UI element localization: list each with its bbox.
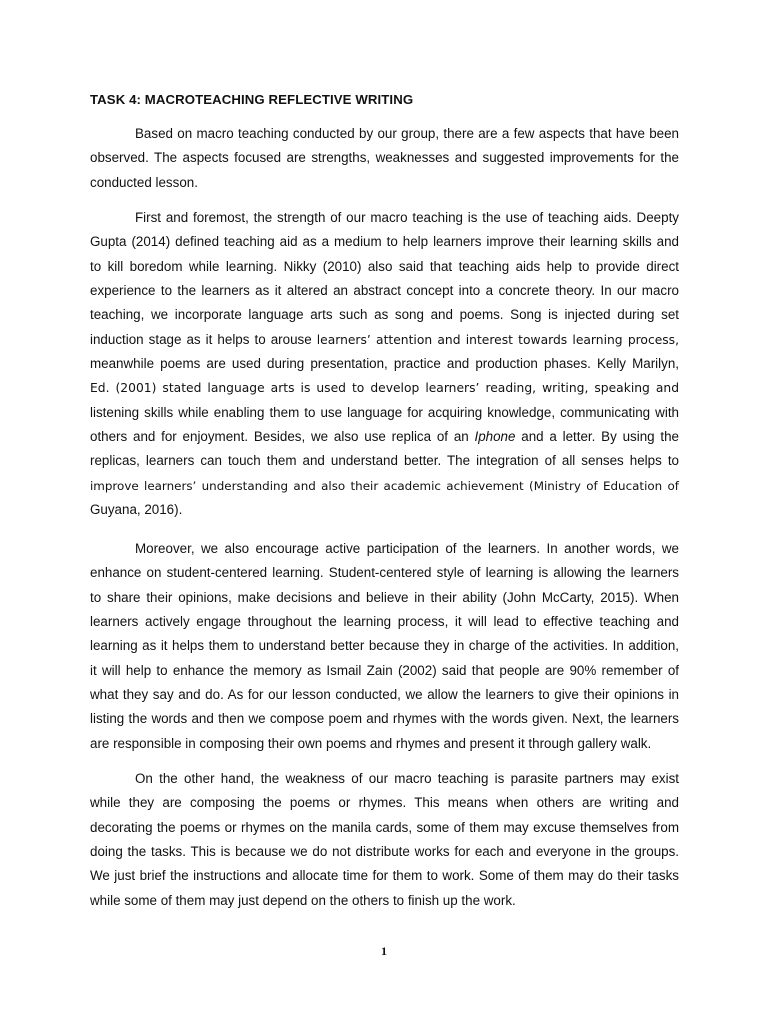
text-line: what they say and do. As for our lesson conducted, we allow the learners to give their opinions in	[90, 687, 679, 703]
text-line: Guyana, 2016).	[90, 502, 183, 518]
text-segment: others and for enjoyment. Besides, we also use replica of an	[90, 429, 475, 445]
text-segment: and a letter. By using the	[515, 429, 679, 445]
italic-term: Iphone	[474, 429, 516, 445]
text-segment: (Ministry of Education of	[523, 478, 679, 493]
text-line	[90, 328, 679, 352]
text-line: learners actively engage throughout the learning process, it will lead to effective teaching and	[90, 614, 679, 630]
text-line: teaching, we incorporate language arts such as song and poems. Song is injected during set	[90, 307, 679, 323]
text-line: meanwhile poems are used during presentation, practice and production phases. Kelly Marilyn,	[90, 356, 679, 372]
text-line: On the other hand, the weakness of our macro teaching is parasite partners may exist	[135, 771, 679, 786]
text-line: to share their opinions, make decisions and believe in their ability (John McCarty, 2015). When	[90, 589, 679, 605]
text-line: doing the tasks. This is because we do not distribute works for each and everyone in the groups.	[90, 844, 679, 860]
paragraph-strengths	[90, 206, 679, 522]
page-number: 1	[381, 944, 387, 958]
text-line: replicas, learners can touch them and understand better. The integration of all senses helps to	[90, 453, 679, 469]
text-line: listing the words and then we compose poem and rhymes with the words given. Next, the learners	[90, 711, 679, 727]
text-line: First and foremost, the strength of our macro teaching is the use of teaching aids. Deepty	[135, 210, 679, 225]
paragraph-active-participation	[90, 537, 679, 756]
text-line: enhance on student-centered learning. Student-centered style of learning is allowing the learners	[90, 565, 679, 581]
paragraph-weaknesses	[90, 767, 679, 913]
text-segment: learners’ attention and interest towards learning process,	[316, 332, 679, 347]
text-line: learning as it helps them to understand better because they in charge of the activities. In addition,	[90, 638, 679, 654]
text-line: to kill boredom while learning. Nikky (2010) also said that teaching aids help to provide direct	[90, 258, 679, 274]
document-title: TASK 4: MACROTEACHING REFLECTIVE WRITING	[90, 92, 414, 107]
text-line: while they are composing the poems or rhymes. This means when others are writing and	[90, 795, 679, 811]
text-line: Ed. (2001) stated language arts is used to develop learners’ reading, writing, speaking and	[90, 381, 679, 396]
text-line: conducted lesson.	[90, 174, 198, 190]
text-line	[90, 425, 679, 449]
text-segment: induction stage as it helps to arouse	[90, 331, 317, 347]
text-line: listening skills while enabling them to use language for acquiring knowledge, communicating with	[90, 404, 679, 420]
text-line: while some of them may just depend on the others to finish up the work.	[90, 892, 516, 908]
text-line: We just brief the instructions and allocate time for them to work. Some of them may do their tasks	[90, 868, 679, 884]
text-line: Moreover, we also encourage active participation of the learners. In another words, we	[135, 541, 679, 556]
text-line: decorating the poems or rhymes on the manila cards, some of them may excuse themselves from	[90, 819, 679, 835]
text-line: Based on macro teaching conducted by our group, there are a few aspects that have been	[135, 126, 679, 141]
text-line: observed. The aspects focused are strengths, weaknesses and suggested improvements for the	[90, 150, 679, 166]
text-line	[90, 474, 679, 498]
text-line: experience to the learners as it altered an abstract concept into a concrete theory. In our macro	[90, 283, 679, 299]
paragraph-introduction	[90, 122, 679, 195]
text-segment: improve learners’ understanding and also their academic achievement	[90, 478, 524, 493]
text-line: are responsible in composing their own poems and rhymes and present it through gallery walk.	[90, 735, 652, 751]
text-line: Gupta (2014) defined teaching aid as a medium to help learners improve their learning skills and	[90, 234, 679, 250]
text-line: it will help to enhance the memory as Ismail Zain (2002) said that people are 90% remember of	[90, 662, 679, 678]
